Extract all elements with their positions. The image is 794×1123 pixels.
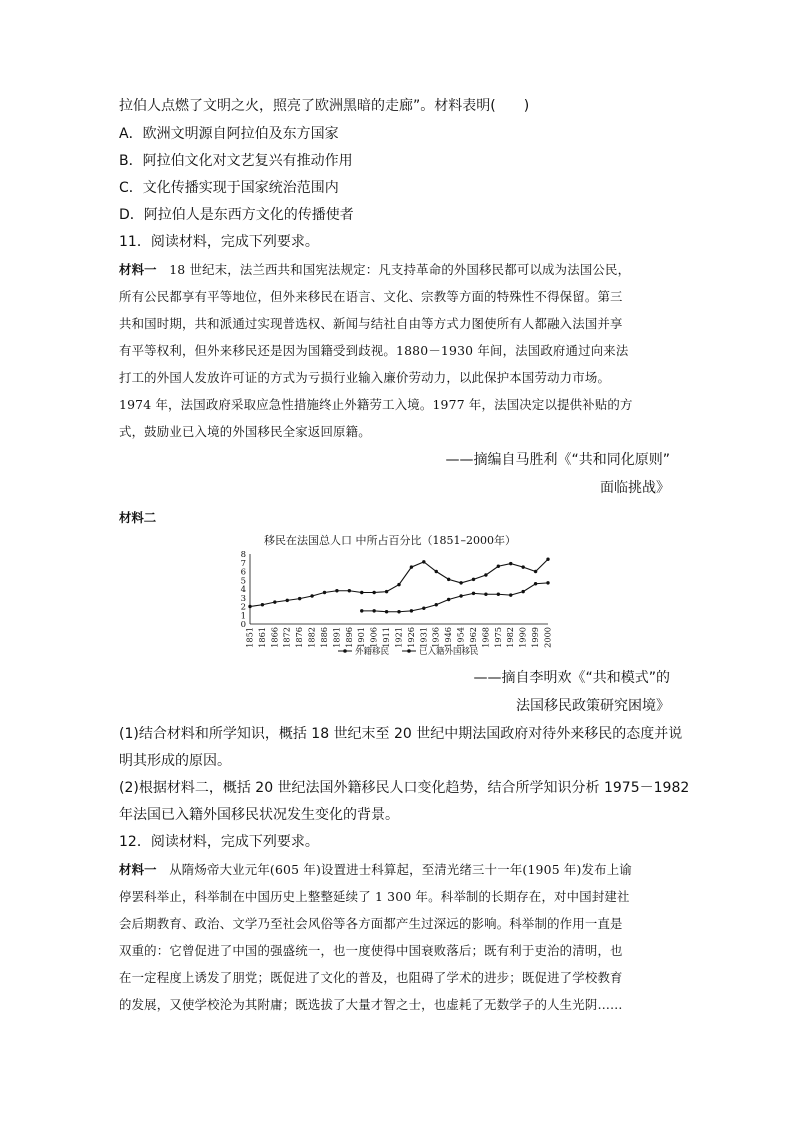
q10-option-a: A．欧洲文明源自阿拉伯及东方国家 xyxy=(119,126,339,142)
series-point-0 xyxy=(360,591,363,594)
q11-material1-line: 打工的外国人发放许可证的方式为亏损行业输入廉价劳动力，以此保护本国劳动力市场。 xyxy=(119,370,611,385)
series-point-0 xyxy=(323,591,326,594)
q11-material1-source: ——摘编自马胜利《“共和同化原则” xyxy=(445,452,670,468)
y-tick-label: 5 xyxy=(240,576,246,587)
q11-material2-label: 材料二 xyxy=(119,510,157,525)
q11-material1-line: 式，鼓励业已入境的外国移民全家返回原籍。 xyxy=(119,424,371,439)
q12-material1-line: 在一定程度上诱发了朋党；既促进了文化的普及，也阻碍了学术的进步；既促进了学校教育 xyxy=(119,970,623,985)
x-tick-label: 1999 xyxy=(530,627,541,648)
series-point-0 xyxy=(546,558,549,561)
series-point-1 xyxy=(422,607,425,610)
legend-label-naturalized: 已入籍外国移民 xyxy=(419,647,479,657)
q10-option-b: B．阿拉伯文化对文艺复兴有推动作用 xyxy=(119,153,353,169)
q12-material1-line: 会后期教育、政治、文学乃至社会风俗等各方面都产生过深远的影响。科举制的作用一直是 xyxy=(119,916,623,931)
series-line-0 xyxy=(250,559,548,606)
immigrant-percentage-chart xyxy=(230,530,570,662)
series-point-0 xyxy=(310,594,313,597)
legend-marker-foreign-dot xyxy=(343,649,347,653)
q12-material1-line: 双重的：它曾促进了中国的强盛统一，也一度使得中国衰败落后；既有利于吏治的清明，也 xyxy=(119,943,623,958)
q10-option-d: D．阿拉伯人是东西方文化的传播使者 xyxy=(119,207,354,223)
x-tick-label: 1982 xyxy=(505,627,516,648)
series-point-1 xyxy=(385,610,388,613)
q10-stem-end: 拉伯人点燃了文明之火，照亮了欧洲黑暗的走廊”。材料表明( ) xyxy=(119,98,530,114)
series-point-0 xyxy=(372,591,375,594)
q11-material1-line: 共和国时期，共和派通过实现普选权、新闻与结社自由等方式力图使所有人都融入法国并享 xyxy=(119,316,623,331)
x-tick-label: 1886 xyxy=(318,627,329,648)
q11-task1: (1)结合材料和所学知识，概括 18 世纪末至 20 世纪中期法国政府对待外来移民的态度并说 xyxy=(119,726,683,742)
x-tick-label: 1921 xyxy=(393,627,404,648)
series-point-1 xyxy=(397,610,400,613)
y-tick-label: 0 xyxy=(240,620,246,630)
series-point-0 xyxy=(273,600,276,603)
series-point-0 xyxy=(335,589,338,592)
x-tick-label: 1954 xyxy=(455,627,466,648)
series-point-0 xyxy=(385,590,388,593)
x-tick-label: 1931 xyxy=(418,627,429,648)
x-tick-label: 1872 xyxy=(281,627,292,648)
series-point-0 xyxy=(484,573,487,576)
legend-label-foreign: 外籍移民 xyxy=(355,647,390,657)
legend-marker-naturalized-dot xyxy=(407,649,411,653)
q12-material1-line: 停罢科举止，科举制在中国历史上整整延续了 1 300 年。科举制的长期存在，对中国封建社 xyxy=(119,889,630,904)
x-tick-label: 2000 xyxy=(542,627,553,648)
series-point-0 xyxy=(298,597,301,600)
series-point-1 xyxy=(410,609,413,612)
q11-task1-cont: 明其形成的原因。 xyxy=(119,753,231,769)
series-point-1 xyxy=(546,581,549,584)
x-tick-label: 1882 xyxy=(306,627,317,648)
series-point-1 xyxy=(484,593,487,596)
series-point-0 xyxy=(521,565,524,568)
x-tick-label: 1896 xyxy=(343,627,354,648)
x-tick-label: 1861 xyxy=(256,627,267,648)
x-tick-label: 1911 xyxy=(381,627,392,648)
y-tick-label: 6 xyxy=(240,567,246,578)
x-tick-label: 1990 xyxy=(517,627,528,648)
y-tick-label: 2 xyxy=(240,602,246,613)
series-point-1 xyxy=(459,594,462,597)
series-line-1 xyxy=(362,583,548,612)
q11-material2-source: ——摘自李明欢《“共和模式”的 xyxy=(473,670,670,686)
q10-option-c: C．文化传播实现于国家统治范围内 xyxy=(119,180,339,196)
x-tick-label: 1975 xyxy=(492,627,503,648)
series-point-1 xyxy=(509,593,512,596)
q12-material1-line: 的发展，又使学校沦为其附庸；既选拔了大量才智之士，也虚耗了无数学子的人生光阴…… xyxy=(119,997,623,1012)
chart-series xyxy=(248,558,549,614)
y-tick-label: 3 xyxy=(240,593,246,604)
y-tick-label: 8 xyxy=(240,550,246,560)
y-tick-label: 1 xyxy=(240,611,246,622)
series-point-0 xyxy=(397,583,400,586)
q12-material1-line: 材料一 从隋炀帝大业元年(605 年)设置进士科算起，至清光绪三十一年(1905 年)发布上谕 xyxy=(119,862,632,877)
x-tick-label: 1851 xyxy=(244,627,255,648)
x-tick-label: 1968 xyxy=(480,627,491,648)
x-tick-label: 1891 xyxy=(331,627,342,648)
x-tick-label: 1901 xyxy=(356,627,367,648)
q11-material1-line: 有平等权利，但外来移民还是因为国籍受到歧视。1880－1930 年间，法国政府通过向来法 xyxy=(119,343,629,358)
chart-y-axis xyxy=(241,550,250,630)
series-point-1 xyxy=(372,609,375,612)
q11-material2-source-cont: 法国移民政策研究困境》 xyxy=(516,698,670,714)
series-point-1 xyxy=(435,603,438,606)
series-point-0 xyxy=(447,578,450,581)
q12-heading: 12．阅读材料，完成下列要求。 xyxy=(119,834,319,850)
x-tick-label: 1946 xyxy=(443,627,454,648)
series-point-1 xyxy=(360,609,363,612)
series-point-0 xyxy=(497,565,500,568)
q11-task2: (2)根据材料二，概括 20 世纪法国外籍移民人口变化趋势，结合所学知识分析 1975－1982 xyxy=(119,780,690,796)
series-point-1 xyxy=(472,592,475,595)
series-point-0 xyxy=(286,599,289,602)
x-tick-label: 1962 xyxy=(467,627,478,648)
q11-material1-line: 1974 年，法国政府采取应急性措施终止外籍劳工入境。1977 年，法国决定以提供补贴的方 xyxy=(119,397,633,412)
q11-material1-source-cont: 面临挑战》 xyxy=(600,480,670,496)
q11-material1-label: 材料一 xyxy=(119,262,157,277)
q11-material1-line: 材料一 18 世纪末，法兰西共和国宪法规定：凡支持革命的外国移民都可以成为法国公民， xyxy=(119,262,631,277)
q11-heading: 11．阅读材料，完成下列要求。 xyxy=(119,234,319,250)
x-tick-label: 1876 xyxy=(294,627,305,648)
chart-title: 移民在法国总人口 中所占百分比（1851–2000年） xyxy=(264,534,516,547)
series-point-0 xyxy=(348,589,351,592)
series-point-0 xyxy=(509,562,512,565)
series-point-1 xyxy=(447,598,450,601)
x-tick-label: 1866 xyxy=(269,627,280,648)
series-point-1 xyxy=(521,590,524,593)
series-point-0 xyxy=(422,560,425,563)
y-tick-label: 7 xyxy=(240,558,246,569)
series-point-0 xyxy=(472,578,475,581)
series-point-0 xyxy=(459,581,462,584)
series-point-1 xyxy=(534,582,537,585)
q11-task2-cont: 年法国已入籍外国移民状况发生变化的背景。 xyxy=(119,807,399,823)
series-point-0 xyxy=(261,603,264,606)
series-point-1 xyxy=(497,593,500,596)
y-tick-label: 4 xyxy=(240,585,246,595)
series-point-0 xyxy=(534,570,537,573)
chart-x-axis xyxy=(244,624,552,648)
x-tick-label: 1906 xyxy=(368,627,379,648)
q11-material1-line: 所有公民都享有平等地位，但外来移民在语言、文化、宗教等方面的特殊性不得保留。第三 xyxy=(119,289,623,304)
x-tick-label: 1936 xyxy=(430,627,441,648)
q12-material1-label: 材料一 xyxy=(119,862,157,877)
x-tick-label: 1926 xyxy=(405,627,416,648)
series-point-0 xyxy=(410,565,413,568)
series-point-0 xyxy=(248,605,251,608)
series-point-0 xyxy=(435,570,438,573)
